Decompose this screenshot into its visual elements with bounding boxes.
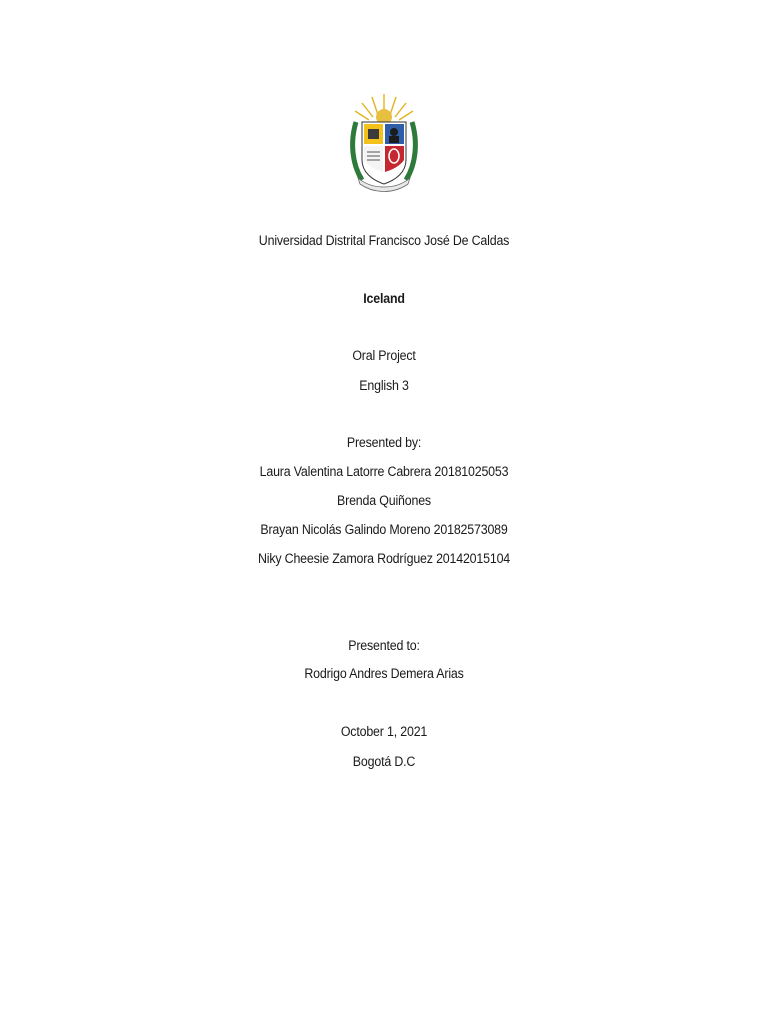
presented-to-label: Presented to: [348, 638, 420, 653]
university-crest-icon [348, 92, 420, 194]
project-type: Oral Project [352, 348, 416, 363]
author-name: Niky Cheesie Zamora Rodríguez 20142015104 [257, 551, 511, 566]
author-name: Brenda Quiñones [337, 493, 431, 508]
author-name: Brayan Nicolás Galindo Moreno 20182573089 [260, 522, 508, 537]
professor-name: Rodrigo Andres Demera Arias [304, 666, 464, 681]
presented-by-label: Presented by: [346, 435, 422, 450]
city: Bogotá D.C [352, 754, 416, 769]
document-title: Iceland [363, 291, 405, 306]
author-name: Laura Valentina Latorre Cabrera 20181025053 [259, 464, 509, 479]
course-name: English 3 [359, 378, 409, 393]
institution-name: Universidad Distrital Francisco José De Caldas [258, 233, 510, 248]
date: October 1, 2021 [340, 724, 428, 739]
